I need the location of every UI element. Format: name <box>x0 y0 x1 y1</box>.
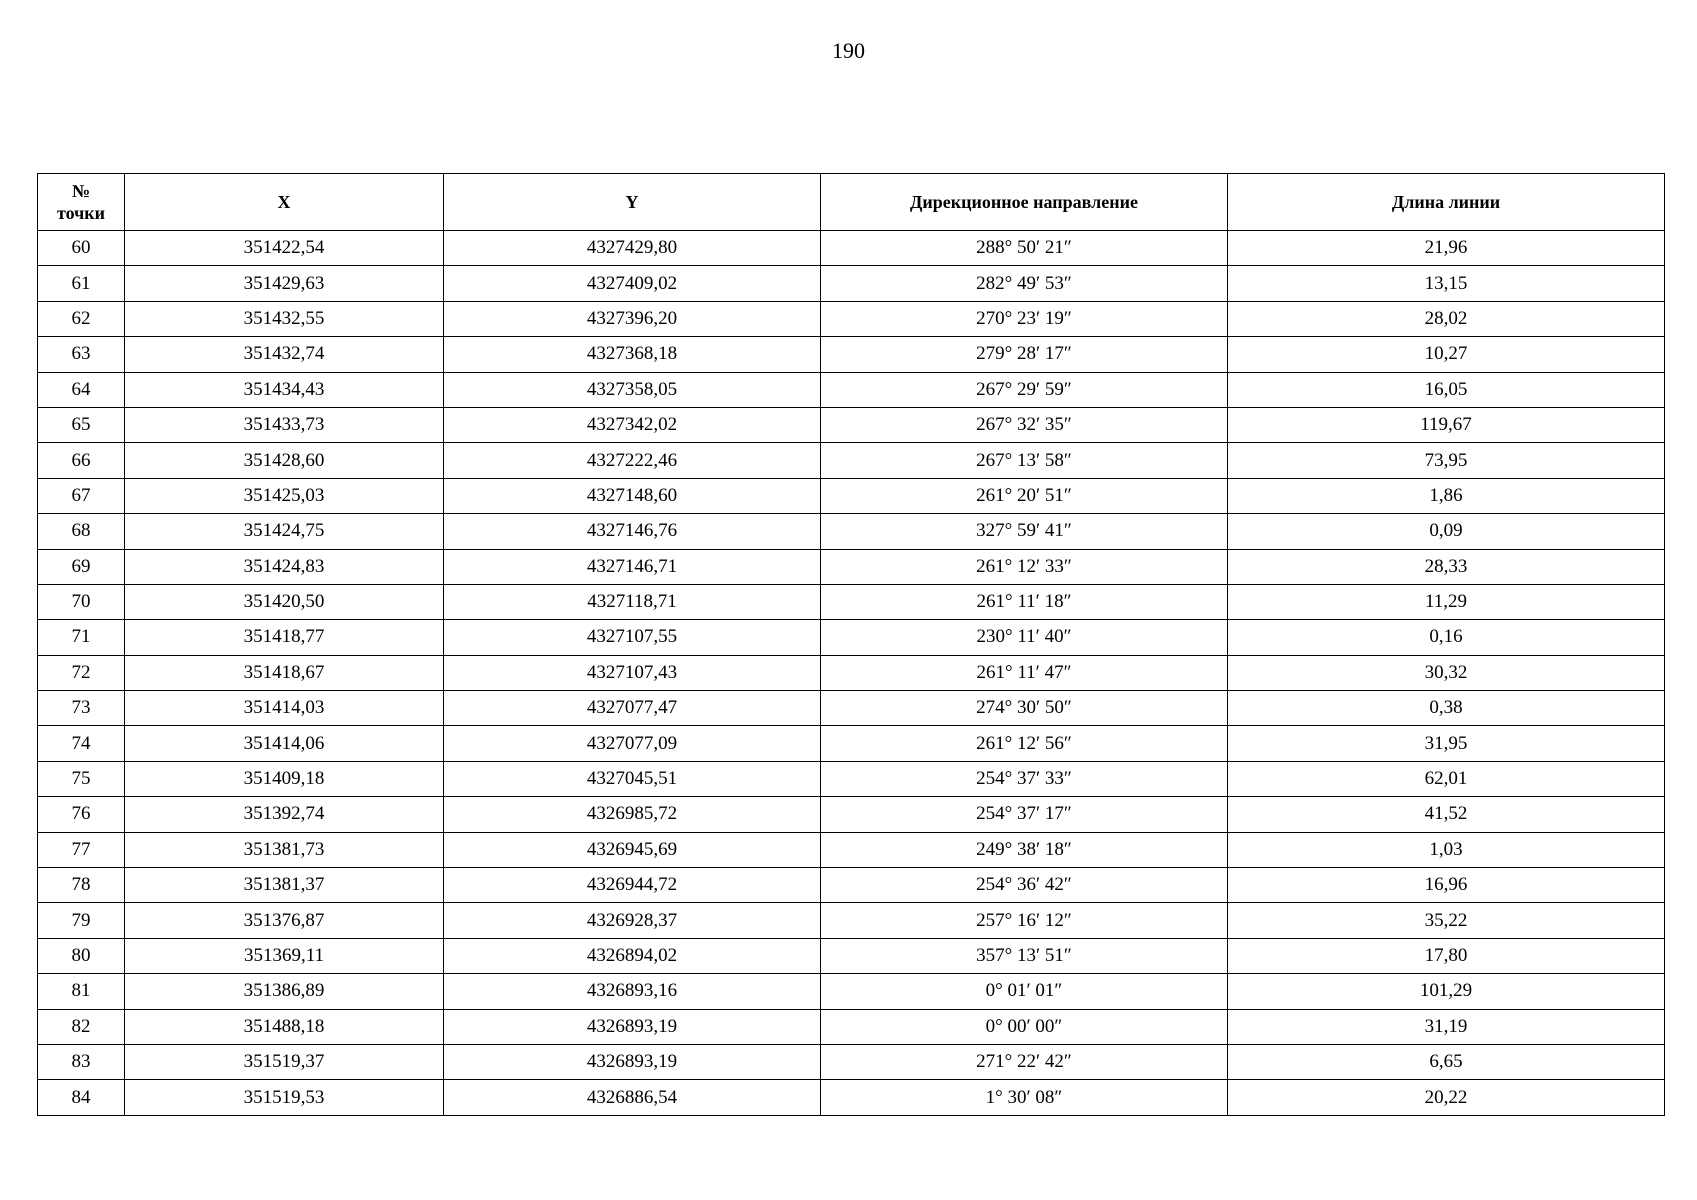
cell-point-number: 73 <box>38 691 125 726</box>
cell-x: 351386,89 <box>125 974 444 1009</box>
cell-length: 20,22 <box>1228 1080 1665 1115</box>
cell-x: 351409,18 <box>125 761 444 796</box>
cell-direction: 261° 20′ 51″ <box>821 478 1228 513</box>
cell-point-number: 69 <box>38 549 125 584</box>
cell-length: 119,67 <box>1228 407 1665 442</box>
cell-direction: 357° 13′ 51″ <box>821 938 1228 973</box>
coordinates-table <box>37 173 1665 1116</box>
cell-y: 4326893,16 <box>444 974 821 1009</box>
cell-y: 4327077,47 <box>444 691 821 726</box>
cell-y: 4327396,20 <box>444 301 821 336</box>
cell-point-number: 63 <box>38 337 125 372</box>
cell-direction: 274° 30′ 50″ <box>821 691 1228 726</box>
header-y: Y <box>444 174 821 231</box>
cell-x: 351392,74 <box>125 797 444 832</box>
cell-length: 31,95 <box>1228 726 1665 761</box>
cell-point-number: 60 <box>38 231 125 266</box>
cell-point-number: 67 <box>38 478 125 513</box>
cell-length: 10,27 <box>1228 337 1665 372</box>
table-row <box>38 974 1665 1009</box>
cell-y: 4327358,05 <box>444 372 821 407</box>
table-row <box>38 761 1665 796</box>
cell-direction: 327° 59′ 41″ <box>821 514 1228 549</box>
cell-point-number: 75 <box>38 761 125 796</box>
cell-x: 351381,73 <box>125 832 444 867</box>
cell-x: 351424,83 <box>125 549 444 584</box>
cell-x: 351424,75 <box>125 514 444 549</box>
cell-length: 1,03 <box>1228 832 1665 867</box>
table-row <box>38 584 1665 619</box>
table-row <box>38 655 1665 690</box>
cell-x: 351420,50 <box>125 584 444 619</box>
header-number-label: точки <box>56 203 106 223</box>
cell-x: 351381,37 <box>125 868 444 903</box>
cell-x: 351414,03 <box>125 691 444 726</box>
cell-length: 31,19 <box>1228 1009 1665 1044</box>
cell-y: 4327429,80 <box>444 231 821 266</box>
cell-y: 4326928,37 <box>444 903 821 938</box>
cell-x: 351418,77 <box>125 620 444 655</box>
cell-x: 351434,43 <box>125 372 444 407</box>
cell-direction: 261° 12′ 56″ <box>821 726 1228 761</box>
cell-point-number: 79 <box>38 903 125 938</box>
cell-length: 30,32 <box>1228 655 1665 690</box>
cell-x: 351422,54 <box>125 231 444 266</box>
cell-y: 4327146,71 <box>444 549 821 584</box>
cell-direction: 254° 37′ 17″ <box>821 797 1228 832</box>
cell-y: 4327118,71 <box>444 584 821 619</box>
table-row <box>38 514 1665 549</box>
cell-length: 0,09 <box>1228 514 1665 549</box>
header-number-symbol: № <box>71 181 91 201</box>
cell-length: 17,80 <box>1228 938 1665 973</box>
cell-direction: 254° 37′ 33″ <box>821 761 1228 796</box>
cell-direction: 282° 49′ 53″ <box>821 266 1228 301</box>
cell-length: 35,22 <box>1228 903 1665 938</box>
page-number: 190 <box>832 38 865 63</box>
table-header-row <box>38 174 1665 231</box>
table-row <box>38 938 1665 973</box>
table-row <box>38 1009 1665 1044</box>
cell-length: 28,33 <box>1228 549 1665 584</box>
cell-y: 4327107,43 <box>444 655 821 690</box>
table-row <box>38 868 1665 903</box>
cell-direction: 271° 22′ 42″ <box>821 1044 1228 1079</box>
cell-y: 4327077,09 <box>444 726 821 761</box>
cell-direction: 1° 30′ 08″ <box>821 1080 1228 1115</box>
cell-x: 351519,37 <box>125 1044 444 1079</box>
cell-x: 351425,03 <box>125 478 444 513</box>
table-row <box>38 478 1665 513</box>
table-row <box>38 407 1665 442</box>
cell-length: 0,16 <box>1228 620 1665 655</box>
cell-x: 351376,87 <box>125 903 444 938</box>
cell-length: 0,38 <box>1228 691 1665 726</box>
cell-length: 1,86 <box>1228 478 1665 513</box>
cell-point-number: 70 <box>38 584 125 619</box>
cell-point-number: 83 <box>38 1044 125 1079</box>
header-length: Длина линии <box>1228 174 1665 231</box>
cell-length: 21,96 <box>1228 231 1665 266</box>
cell-length: 101,29 <box>1228 974 1665 1009</box>
header-x: X <box>125 174 444 231</box>
cell-point-number: 72 <box>38 655 125 690</box>
cell-direction: 261° 11′ 18″ <box>821 584 1228 619</box>
cell-y: 4326894,02 <box>444 938 821 973</box>
table-row <box>38 443 1665 478</box>
cell-x: 351418,67 <box>125 655 444 690</box>
cell-point-number: 61 <box>38 266 125 301</box>
cell-y: 4327107,55 <box>444 620 821 655</box>
cell-direction: 230° 11′ 40″ <box>821 620 1228 655</box>
cell-y: 4327409,02 <box>444 266 821 301</box>
cell-direction: 261° 12′ 33″ <box>821 549 1228 584</box>
cell-direction: 0° 00′ 00″ <box>821 1009 1228 1044</box>
cell-point-number: 81 <box>38 974 125 1009</box>
cell-x: 351414,06 <box>125 726 444 761</box>
cell-point-number: 66 <box>38 443 125 478</box>
cell-direction: 267° 13′ 58″ <box>821 443 1228 478</box>
cell-y: 4327368,18 <box>444 337 821 372</box>
cell-y: 4326893,19 <box>444 1009 821 1044</box>
cell-x: 351369,11 <box>125 938 444 973</box>
cell-x: 351519,53 <box>125 1080 444 1115</box>
header-point-number <box>38 174 125 231</box>
cell-x: 351433,73 <box>125 407 444 442</box>
cell-x: 351429,63 <box>125 266 444 301</box>
cell-length: 13,15 <box>1228 266 1665 301</box>
cell-length: 11,29 <box>1228 584 1665 619</box>
cell-length: 73,95 <box>1228 443 1665 478</box>
cell-y: 4326886,54 <box>444 1080 821 1115</box>
cell-length: 28,02 <box>1228 301 1665 336</box>
cell-point-number: 64 <box>38 372 125 407</box>
cell-length: 41,52 <box>1228 797 1665 832</box>
cell-y: 4326985,72 <box>444 797 821 832</box>
cell-x: 351432,74 <box>125 337 444 372</box>
cell-point-number: 84 <box>38 1080 125 1115</box>
cell-length: 16,96 <box>1228 868 1665 903</box>
cell-direction: 261° 11′ 47″ <box>821 655 1228 690</box>
cell-x: 351432,55 <box>125 301 444 336</box>
table-row <box>38 337 1665 372</box>
table-row <box>38 549 1665 584</box>
table-body <box>38 231 1665 1116</box>
cell-point-number: 80 <box>38 938 125 973</box>
table-row <box>38 372 1665 407</box>
table-row <box>38 620 1665 655</box>
cell-y: 4326945,69 <box>444 832 821 867</box>
table-row <box>38 231 1665 266</box>
cell-length: 6,65 <box>1228 1044 1665 1079</box>
cell-point-number: 71 <box>38 620 125 655</box>
cell-direction: 279° 28′ 17″ <box>821 337 1228 372</box>
cell-direction: 0° 01′ 01″ <box>821 974 1228 1009</box>
cell-direction: 288° 50′ 21″ <box>821 231 1228 266</box>
cell-direction: 257° 16′ 12″ <box>821 903 1228 938</box>
table-row <box>38 1080 1665 1115</box>
cell-point-number: 65 <box>38 407 125 442</box>
cell-y: 4326944,72 <box>444 868 821 903</box>
header-direction: Дирекционное направление <box>821 174 1228 231</box>
table-row <box>38 797 1665 832</box>
cell-point-number: 76 <box>38 797 125 832</box>
cell-y: 4327342,02 <box>444 407 821 442</box>
table-row <box>38 726 1665 761</box>
table-row <box>38 903 1665 938</box>
table-row <box>38 1044 1665 1079</box>
cell-point-number: 74 <box>38 726 125 761</box>
cell-x: 351428,60 <box>125 443 444 478</box>
cell-length: 62,01 <box>1228 761 1665 796</box>
cell-y: 4327222,46 <box>444 443 821 478</box>
table-row <box>38 301 1665 336</box>
cell-point-number: 77 <box>38 832 125 867</box>
cell-point-number: 78 <box>38 868 125 903</box>
cell-y: 4327148,60 <box>444 478 821 513</box>
table-row <box>38 691 1665 726</box>
table-row <box>38 832 1665 867</box>
cell-direction: 267° 29′ 59″ <box>821 372 1228 407</box>
cell-direction: 270° 23′ 19″ <box>821 301 1228 336</box>
cell-y: 4327146,76 <box>444 514 821 549</box>
cell-y: 4326893,19 <box>444 1044 821 1079</box>
cell-direction: 254° 36′ 42″ <box>821 868 1228 903</box>
cell-point-number: 82 <box>38 1009 125 1044</box>
cell-point-number: 62 <box>38 301 125 336</box>
cell-x: 351488,18 <box>125 1009 444 1044</box>
table-row <box>38 266 1665 301</box>
cell-direction: 249° 38′ 18″ <box>821 832 1228 867</box>
cell-point-number: 68 <box>38 514 125 549</box>
cell-direction: 267° 32′ 35″ <box>821 407 1228 442</box>
cell-y: 4327045,51 <box>444 761 821 796</box>
cell-length: 16,05 <box>1228 372 1665 407</box>
